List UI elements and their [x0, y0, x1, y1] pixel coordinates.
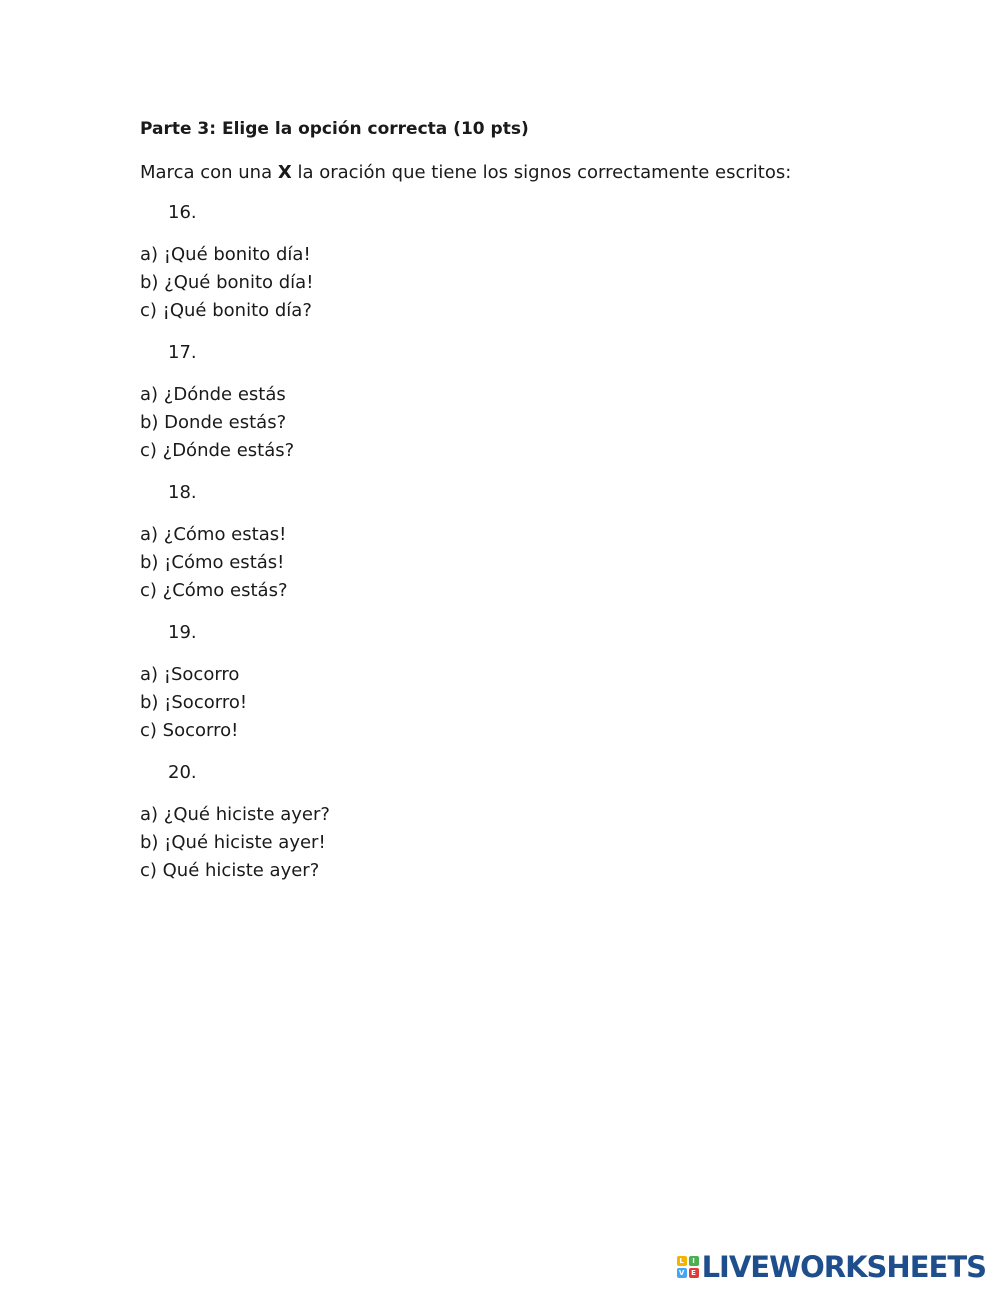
question-18 [140, 480, 900, 605]
question-number: 19. [168, 622, 197, 643]
logo-badge-letter: E [689, 1268, 699, 1278]
option-list [140, 801, 900, 885]
instructions-text-before: Marca con una [140, 162, 278, 183]
section-title: Parte 3: Elige la opción correcta (10 pts) [140, 119, 529, 139]
question-number: 18. [168, 482, 197, 503]
logo-badge-letter: I [689, 1256, 699, 1266]
option-b[interactable]: b) Donde estás? [140, 412, 287, 433]
option-list [140, 241, 900, 325]
option-b[interactable]: b) ¡Cómo estás! [140, 552, 285, 573]
liveworksheets-logo [677, 1250, 986, 1284]
worksheet-page [140, 116, 900, 900]
question-number: 16. [168, 202, 197, 223]
option-a[interactable]: a) ¿Cómo estas! [140, 524, 287, 545]
logo-badge-letter: L [677, 1256, 687, 1266]
option-list [140, 661, 900, 745]
option-a[interactable]: a) ¡Socorro [140, 664, 240, 685]
option-a[interactable]: a) ¿Dónde estás [140, 384, 286, 405]
logo-badge-icon [677, 1256, 699, 1278]
question-19 [140, 620, 900, 745]
option-b[interactable]: b) ¡Socorro! [140, 692, 248, 713]
question-16 [140, 200, 900, 325]
option-c[interactable]: c) ¿Cómo estás? [140, 580, 288, 601]
option-c[interactable]: c) ¡Qué bonito día? [140, 300, 312, 321]
option-a[interactable]: a) ¡Qué bonito día! [140, 244, 311, 265]
option-a[interactable]: a) ¿Qué hiciste ayer? [140, 804, 330, 825]
question-17 [140, 340, 900, 465]
instructions [140, 160, 900, 186]
option-c[interactable]: c) Socorro! [140, 720, 239, 741]
instructions-bold-mark: X [277, 162, 292, 183]
instructions-text-after: la oración que tiene los signos correctamente escritos: [291, 162, 792, 183]
logo-badge-letter: V [677, 1268, 687, 1278]
option-b[interactable]: b) ¡Qué hiciste ayer! [140, 832, 326, 853]
question-number: 20. [168, 762, 197, 783]
option-list [140, 381, 900, 465]
option-b[interactable]: b) ¿Qué bonito día! [140, 272, 314, 293]
option-c[interactable]: c) Qué hiciste ayer? [140, 860, 320, 881]
logo-text: LIVEWORKSHEETS [701, 1250, 986, 1284]
question-20 [140, 760, 900, 885]
option-list [140, 521, 900, 605]
question-number: 17. [168, 342, 197, 363]
option-c[interactable]: c) ¿Dónde estás? [140, 440, 295, 461]
